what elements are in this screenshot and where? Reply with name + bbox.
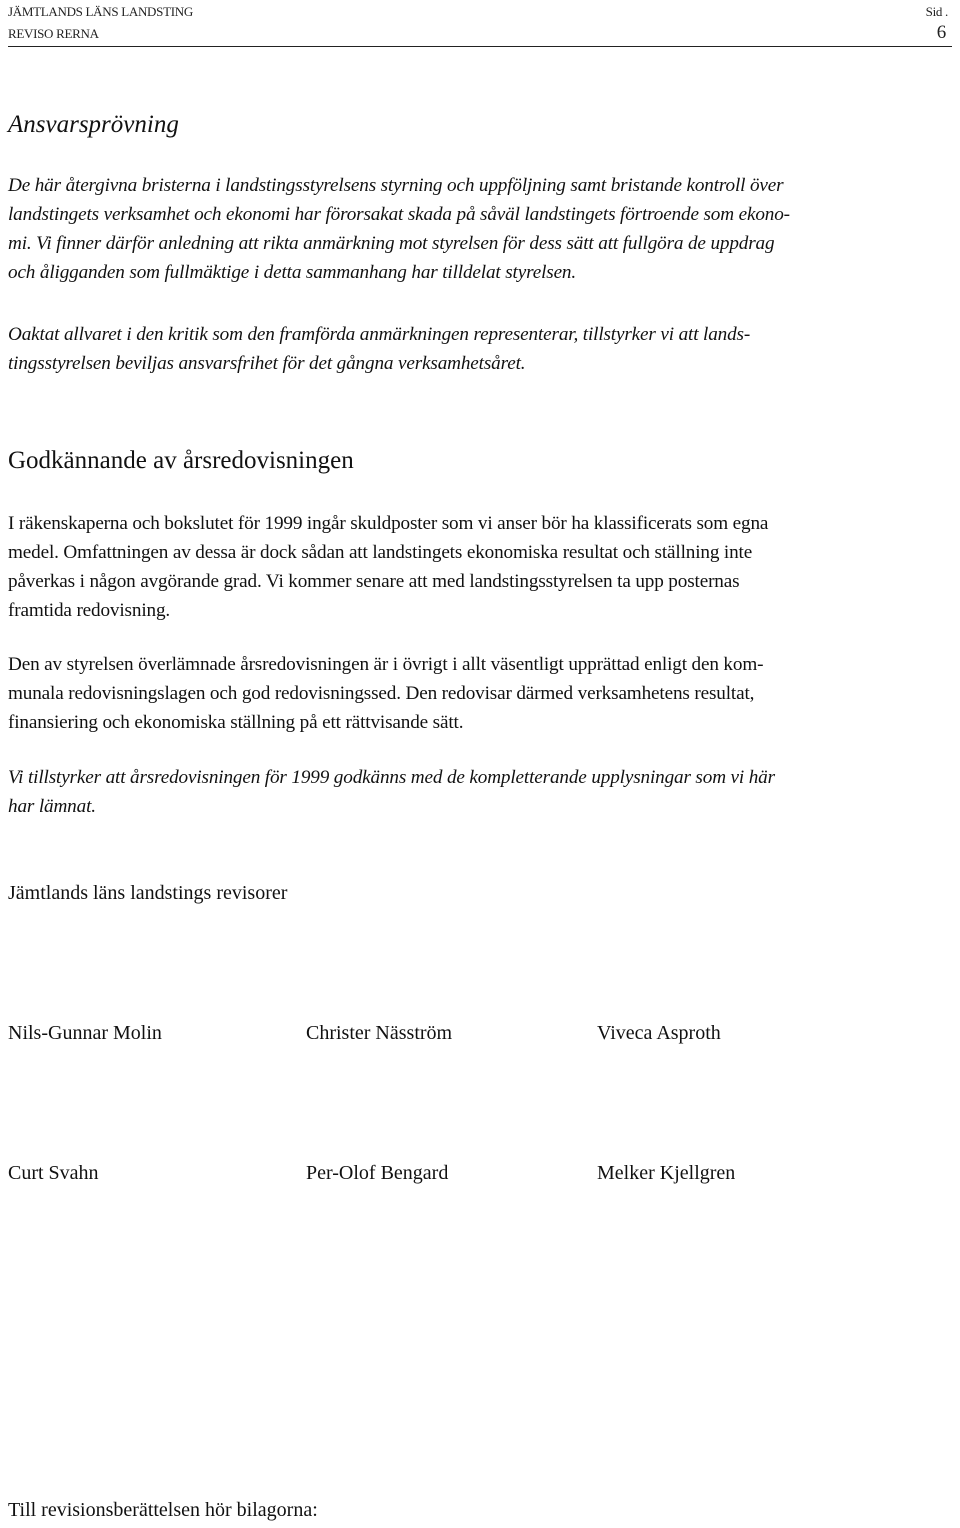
text-line: mi. Vi finner därför anledning att rikta anmärkning mot styrelsen för dess sätt att fullgöra de uppdrag [8,233,775,254]
paragraph-godkannande-2 [8,650,956,737]
signatory-name: Per-Olof Bengard [306,1162,449,1184]
signatory-name: Viveca Asproth [597,1022,721,1044]
signoff-line: Jämtlands läns landstings revisorer [8,882,288,904]
signatory-name: Nils-Gunnar Molin [8,1022,162,1044]
paragraph-ansvar-2 [8,320,956,378]
text-line: medel. Omfattningen av dessa är dock sådan att landstingets ekonomiska resultat och ställning inte [8,542,753,563]
text-line: munala redovisningslagen och god redovisningssed. Den redovisar därmed verksamhetens resultat, [8,683,755,704]
text-line: landstingets verksamhet och ekonomi har förorsakat skada på såväl landstingets förtroende som ekono- [8,204,790,225]
signatory-name: Curt Svahn [8,1162,99,1184]
page-header-bottom [8,24,952,47]
paragraph-godkannande-1 [8,509,956,625]
section-title-godkannande: Godkännande av årsredovisningen [8,447,354,474]
text-line: Den av styrelsen överlämnade årsredovisningen är i övrigt i allt väsentligt upprättad enligt den kom- [8,654,764,675]
paragraph-ansvar-1 [8,171,956,287]
text-line: framtida redovisning. [8,600,171,621]
header-department: REVISO RERNA [8,26,99,41]
text-line: och åligganden som fullmäktige i detta sammanhang har tilldelat styrelsen. [8,262,577,283]
header-page-number: 6 [936,22,946,43]
text-line: Vi tillstyrker att årsredovisningen för 1999 godkänns med de kompletterande upplysningar som vi här [8,767,775,788]
section-title-ansvarsprovning: Ansvarsprövning [8,111,179,138]
page-header-top [8,2,952,20]
header-page-label: Sid . [925,4,948,19]
header-organization: JÄMTLANDS LÄNS LANDSTING [8,4,193,19]
signatory-name: Melker Kjellgren [597,1162,736,1184]
text-line: påverkas i någon avgörande grad. Vi kommer senare att med landstingsstyrelsen ta upp posternas [8,571,740,592]
signatory-name: Christer Näsström [306,1022,453,1044]
text-line: I räkenskaperna och bokslutet för 1999 ingår skuldposter som vi anser bör ha klassificerats som egna [8,513,769,534]
paragraph-godkannande-3 [8,763,956,821]
attachments-note: Till revisionsberättelsen hör bilagorna: [8,1499,318,1521]
text-line: finansiering och ekonomiska ställning på ett rättvisande sätt. [8,712,464,733]
text-line: Oaktat allvaret i den kritik som den framförda anmärkningen representerar, tillstyrker vi att lands- [8,324,751,345]
text-line: De här återgivna bristerna i landstingsstyrelsens styrning och uppföljning samt bristande kontroll över [8,175,784,196]
text-line: tingsstyrelsen beviljas ansvarsfrihet för det gångna verksamhetsåret. [8,353,526,374]
text-line: har lämnat. [8,796,96,817]
